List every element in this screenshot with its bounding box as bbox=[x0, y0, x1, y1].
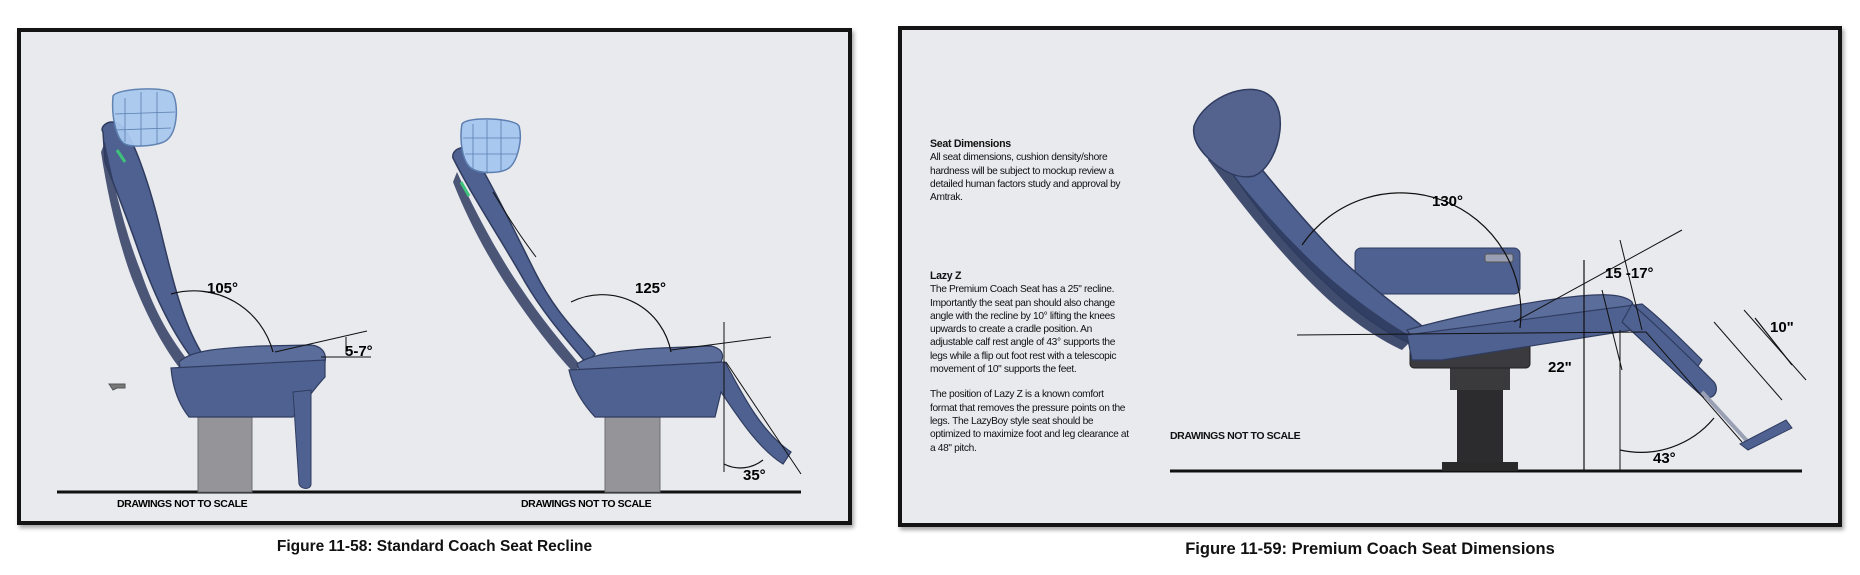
lazy-z-body-2: The position of Lazy Z is a known comfort format that removes the pressure points on the legs. The LazyBoy style seat should be optimized to maximize foot and leg clearance at a 48" pitch. bbox=[930, 389, 1129, 454]
standard-seat-drawing bbox=[21, 32, 848, 521]
lazy-z-body-1: The Premium Coach Seat has a 25" recline. Importantly the seat pan should also change angle with the recline by 10° lifting the knees upwards to create a cradle position. An adjustable calf rest angle of 43° supports the legs while a flip out foot rest with a telescopic movement of 10" supports the feet. bbox=[930, 284, 1117, 376]
headrest bbox=[113, 89, 177, 146]
seat-height-label: 22" bbox=[1548, 359, 1572, 376]
figure-caption-left: Figure 11-58: Standard Coach Seat Recline bbox=[276, 538, 593, 555]
calf-rest bbox=[1622, 304, 1716, 398]
recline-label: 105° bbox=[207, 280, 239, 297]
pan-tilt-label: 15 -17° bbox=[1605, 265, 1654, 282]
footrest-rail bbox=[1702, 392, 1748, 442]
not-to-scale-note: DRAWINGS NOT TO SCALE bbox=[117, 498, 248, 510]
not-to-scale-note: DRAWINGS NOT TO SCALE bbox=[521, 498, 652, 510]
footrest-travel-label: 10" bbox=[1770, 319, 1794, 336]
seat-upright bbox=[101, 89, 373, 492]
seat-dimensions-heading: Seat Dimensions bbox=[930, 138, 1011, 150]
premium-seat-drawing bbox=[902, 30, 1838, 523]
footrest bbox=[1740, 420, 1792, 450]
lazy-z-heading: Lazy Z bbox=[930, 270, 962, 282]
backrest bbox=[102, 122, 201, 362]
calf-angle-label: 43° bbox=[1653, 450, 1676, 467]
leg-rest bbox=[293, 390, 311, 489]
seat-reclined bbox=[453, 119, 801, 492]
backrest bbox=[453, 148, 595, 364]
figure-caption-right: Figure 11-59: Premium Coach Seat Dimensions bbox=[1185, 540, 1555, 558]
seat-pedestal bbox=[1457, 390, 1503, 465]
seat-dimensions-body: All seat dimensions, cushion density/shore hardness will be subject to mockup review a detailed human factors study and approval by Amtrak. bbox=[930, 152, 1121, 204]
premium-coach-figure bbox=[898, 26, 1842, 527]
standard-coach-figure bbox=[17, 28, 852, 525]
headrest bbox=[461, 119, 520, 173]
headrest bbox=[1194, 89, 1281, 176]
leg-angle-label: 35° bbox=[743, 467, 766, 484]
pan-tilt-label: 5-7° bbox=[345, 343, 373, 360]
not-to-scale-note: DRAWINGS NOT TO SCALE bbox=[1170, 430, 1301, 442]
recline-label: 130° bbox=[1432, 193, 1464, 210]
seat-base bbox=[569, 362, 791, 464]
recline-label: 125° bbox=[635, 280, 667, 297]
